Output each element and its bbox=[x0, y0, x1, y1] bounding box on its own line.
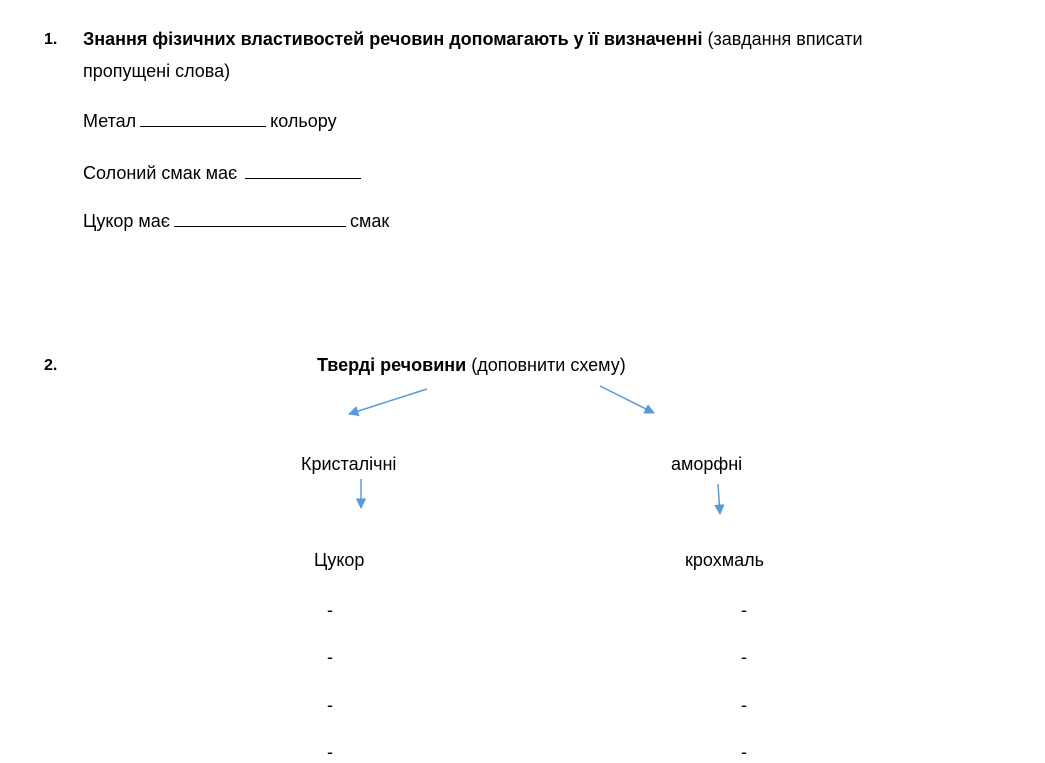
task1-title-bold: Знання фізичних властивостей речовин допомагають у її визначенні bbox=[83, 29, 703, 49]
arrow-to-crystalline bbox=[349, 389, 427, 414]
task1-line3-end: смак bbox=[350, 211, 390, 231]
task2-number: 2. bbox=[44, 357, 58, 374]
category-amorphous: аморфні bbox=[671, 454, 743, 474]
right-blank-item-1: - bbox=[741, 600, 747, 620]
left-blank-item-2: - bbox=[327, 647, 333, 667]
arrow-to-amorphous bbox=[600, 386, 654, 413]
example-sugar: Цукор bbox=[314, 550, 365, 570]
category-crystalline: Кристалічні bbox=[301, 454, 397, 474]
task1-number: 1. bbox=[44, 31, 58, 48]
left-blank-item-4: - bbox=[327, 742, 333, 762]
task1-line1-start: Метал bbox=[83, 111, 137, 131]
task1-title-line2: пропущені слова) bbox=[83, 61, 231, 81]
left-blank-item-3: - bbox=[327, 695, 333, 715]
right-blank-item-4: - bbox=[741, 742, 747, 762]
task2-title-bold: Тверді речовини bbox=[317, 355, 467, 375]
right-blank-item-3: - bbox=[741, 695, 747, 715]
task1-line2-start: Солоний смак має bbox=[83, 163, 238, 183]
right-blank-item-2: - bbox=[741, 647, 747, 667]
task1-line3-start: Цукор має bbox=[83, 211, 170, 231]
left-blank-item-1: - bbox=[327, 600, 333, 620]
task2-title-rest: (доповнити схему) bbox=[466, 355, 626, 375]
task1-line1-end: кольору bbox=[270, 111, 337, 131]
task1-title-rest: (завдання вписати bbox=[702, 29, 863, 49]
arrow-amorphous-down bbox=[718, 484, 720, 514]
example-starch: крохмаль bbox=[685, 550, 764, 570]
